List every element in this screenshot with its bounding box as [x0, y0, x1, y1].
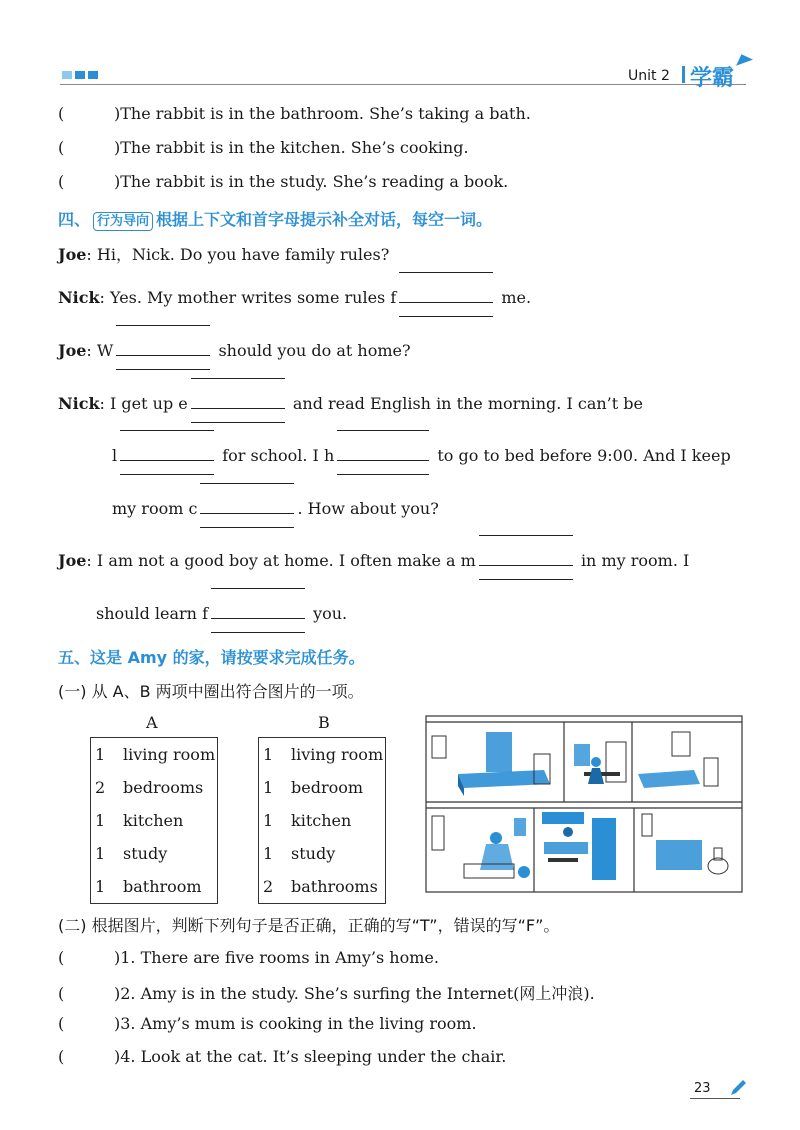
table-row: 1 living room	[263, 745, 384, 764]
answer-blank[interactable]	[337, 444, 429, 461]
table-row: 1 study	[263, 844, 336, 863]
bedroom-icon	[638, 732, 718, 788]
answer-blank[interactable]	[120, 444, 214, 461]
bathroom-icon	[642, 814, 728, 874]
option-b-label: B	[318, 713, 330, 732]
part2-instruction: (二) 根据图片，判断下列句子是否正确，正确的写“T”，错误的写“F”。	[58, 916, 560, 935]
dialogue-line-2: Nick: Yes. My mother writes some rules f me.	[58, 288, 532, 307]
unit-label: Unit 2	[628, 68, 670, 84]
table-row: 1 kitchen	[95, 811, 184, 830]
section-tag: 行为导向	[93, 212, 153, 231]
judge-item-4: ( )4. Look at the cat. It’s sleeping under the chair.	[58, 1047, 507, 1066]
bedroom-icon	[432, 732, 550, 796]
judge-item-1: ( )1. There are five rooms in Amy’s home.	[58, 948, 439, 967]
pen-icon	[728, 1078, 748, 1102]
section4-heading: 四、 行为导向 根据上下文和首字母提示补全对话，每空一词。	[58, 210, 493, 229]
header-divider	[682, 66, 685, 83]
mortarboard-icon	[733, 51, 753, 66]
kitchen-icon	[542, 812, 616, 880]
header-rule	[60, 84, 746, 85]
table-row: 1 living room	[95, 745, 216, 764]
house-illustration	[424, 714, 746, 900]
dialogue-line-3: Joe: W should you do at home?	[58, 341, 411, 360]
answer-blank[interactable]	[200, 497, 294, 514]
judge-item-rabbit-kitchen: ( )The rabbit is in the kitchen. She’s cooking.	[58, 138, 469, 157]
option-a-table[interactable]	[90, 737, 218, 904]
page-number: 23	[694, 1081, 711, 1096]
answer-blank[interactable]	[191, 392, 285, 409]
table-row: 1 study	[95, 844, 168, 863]
option-a-label: A	[146, 713, 158, 732]
dialogue-line-1: Joe: Hi，Nick. Do you have family rules?	[58, 245, 390, 264]
judge-item-3: ( )3. Amy’s mum is cooking in the living room.	[58, 1014, 477, 1033]
dialogue-line-8: should learn f you.	[96, 604, 348, 623]
dialogue-line-5: l for school. I h to go to bed before 9:00. And I keep	[112, 446, 731, 465]
table-row: 1 kitchen	[263, 811, 352, 830]
answer-blank[interactable]	[211, 602, 305, 619]
answer-blank[interactable]	[116, 339, 210, 356]
judge-item-rabbit-study: ( )The rabbit is in the study. She’s reading a book.	[58, 172, 509, 191]
table-row: 2 bathrooms	[263, 877, 378, 896]
table-row: 2 bedrooms	[95, 778, 204, 797]
option-b-table[interactable]	[258, 737, 386, 904]
judge-item-rabbit-bathroom: ( )The rabbit is in the bathroom. She’s taking a bath.	[58, 104, 531, 123]
dialogue-line-4: Nick: I get up e and read English in the morning. I can’t be	[58, 394, 643, 413]
table-row: 1 bedroom	[263, 778, 364, 797]
study-icon	[574, 742, 626, 784]
living-room-icon	[432, 816, 530, 878]
answer-blank[interactable]	[399, 286, 493, 303]
brand-logo: 学霸	[690, 66, 735, 91]
answer-blank[interactable]	[479, 549, 573, 566]
section5-heading: 五、这是 Amy 的家，请按要求完成任务。	[58, 648, 365, 667]
header-decoration	[62, 71, 98, 79]
judge-item-2: ( )2. Amy is in the study. She’s surfing the Internet(网上冲浪).	[58, 984, 595, 1003]
dialogue-line-6: my room c . How about you?	[112, 499, 439, 518]
dialogue-line-7: Joe: I am not a good boy at home. I often make a m in my room. I	[58, 551, 690, 570]
part1-instruction: (一) 从 A、B 两项中圈出符合图片的一项。	[58, 682, 364, 701]
table-row: 1 bathroom	[95, 877, 202, 896]
